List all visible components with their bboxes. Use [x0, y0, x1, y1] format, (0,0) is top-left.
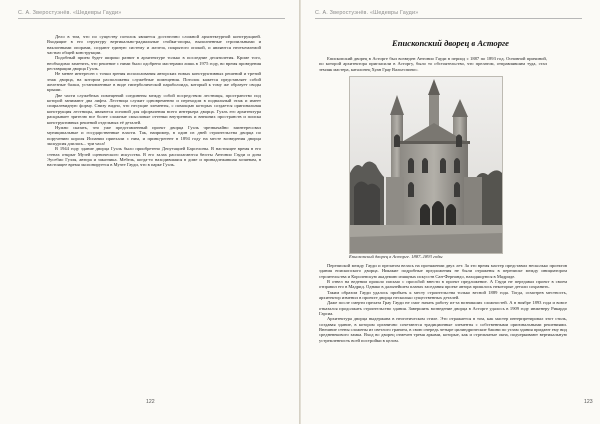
paragraph: Нужно сказать, что уже представленный проект дворца Гуэль чрезвычайно заинтересовал муниципальные и государственные власти. Так, например, в один из дней строительства дворца по поручению короля Испании приехали с ним, и принц-регент в 1894 году на месте возведения дворца экскурсия длилась... три часа!: [47, 124, 261, 146]
paragraph: В отвел на ведении прошло письмо с просьбой внести в проект предложение. А Гауди не передавал проект в своем отправил его в Мадрид. Однако в дальнейшем планах заседания проект автора пришлось некоторые детали сохранить.: [319, 279, 567, 290]
page-number-right: 123: [584, 399, 593, 405]
running-head-right: С. А. Зверостуэнёв. «Шедевры Гауди»: [315, 10, 582, 19]
paragraph: Две части служебных помещений соединены между собой посредством лестницы, пространство под которой занимают два лифта. Лестница служит одновременно и переходом в подвальный этаж и имеет спиралевидную форму. Снизу видно, что несущие элементы, с помощью которых создается оригинальная конструкция лестницы, являются основой для оформления всего интерьера дворца. Гуэль его архитектура раскрывает зрителю все более сложные смысловые оттенки внутренних и внешних пространств и поиска конструктивных решений отдельных её деталей.: [47, 92, 261, 125]
left-page: [0, 0, 299, 424]
palace-photo: [349, 76, 503, 254]
paragraph: Таким образом Гауди удалось прибыть к месту строительства только весной 1889 года. Тогда, осмотрев местность, архитектор изменил в проекте дворца несколько существенных деталей.: [319, 289, 567, 301]
paragraph: Перепиской между Гауди и прелатом велась на протяжении двух лет. За это время мастер представил несколько проектов здания епископского дворца. Никакие подробные предложения не были отражены в переписке между инициатором строительства и Королевскую академию изящных искусств Сан-Фернандо, находящуюся в Мадриде.: [319, 263, 567, 279]
right-page: [301, 0, 600, 424]
paragraph: Епископский дворец в Асторге был возведен Антонио Гауди в период с 1887 по 1893 год. Основной причиной, по которой архитектора пригласили в Асторгу, было то обстоятельство, что прелатом, отправлявшим туда, стал земляк мастера, каталонец Хуан Грау Вальеспинос.: [319, 56, 547, 72]
running-head-left: С. А. Зверостуэнёв. «Шедевры Гауди»: [18, 10, 285, 19]
paragraph: Даже после смерти прелата Грау Гауди не смог начать работу из-за возникших сложностей. А в ноябре 1893 года и вовсе отказался продолжать строительство здания. Завершить возведение дворца в Асторге удалось в 1909 году инженеру Рикардо Гарсиа.: [319, 300, 567, 317]
chapter-title: Епископский дворец в Асторге: [392, 38, 509, 48]
right-text-block: [319, 263, 567, 343]
page-number-left: 122: [146, 399, 155, 405]
paragraph: Архитектура дворца выдержана в неоготическом стиле. Это отражается в том, как мастер интерпретировал этот стиль, создавая здание, в котором органично сочетаются традиционные элементы с собственными оригинальными решениями. Внешние стены сложены из светлого гранита, в свою очередь четыре цилиндрические башни по углам здания придают ему вид средневекового замка. Вход во дворец отмечен тремя арками, которые, как и стрельчатые окна, подчеркивают вертикальную устремленность всей постройки в целом.: [319, 316, 567, 343]
paragraph: Не менее интересен с точки зрения использования авторских новых конструктивных решений и третий этаж дворца, на котором расположены служебные помещения. Потолок кажется представляет собой железные балки, установленные в виде гиперболической параболоида, который к тому же образует своды крыши.: [47, 71, 261, 93]
photo-caption: Епископский дворец в Асторге. 1887–1893 годы: [349, 253, 443, 259]
paragraph: Дело в том, что по существу потолок является достаточно сложной архитектурной конструкцией. Входящие в его структуру вертикально-радиальные стойки-опоры, выполненные стропильными и наклонными опорами, создают единую систему и железа, покрытого опокой, и являются неотъемлемой частью общей конструкции.: [47, 34, 261, 56]
palace-illustration: [350, 77, 502, 253]
paragraph: В 1944 году здание дворца Гуэль было приобретено Депутацией Барселоны. В настоящее время в его стенах открыт Музей сценического искусства. В его залах располагаются бюсты Антонио Гауди и дона Эусебио Гуэля, автора и заказчика. Мебель, когда-то находившаяся в доме и принадлежавшая хозяевам, в настоящее время экспонируется в Музее Гауди, что в парке Гуэль.: [47, 146, 261, 168]
left-text-block: [47, 34, 261, 168]
paragraph: Подобный прием будет широко развит в архитектуре только в последние десятилетия. Кроме того, необходимо заметить, что решение с ними было одобрено мастерами лишь в 1975 году, во время проведения реставрации дворца Гуэль.: [47, 55, 261, 72]
intro-text-block: [319, 56, 547, 72]
